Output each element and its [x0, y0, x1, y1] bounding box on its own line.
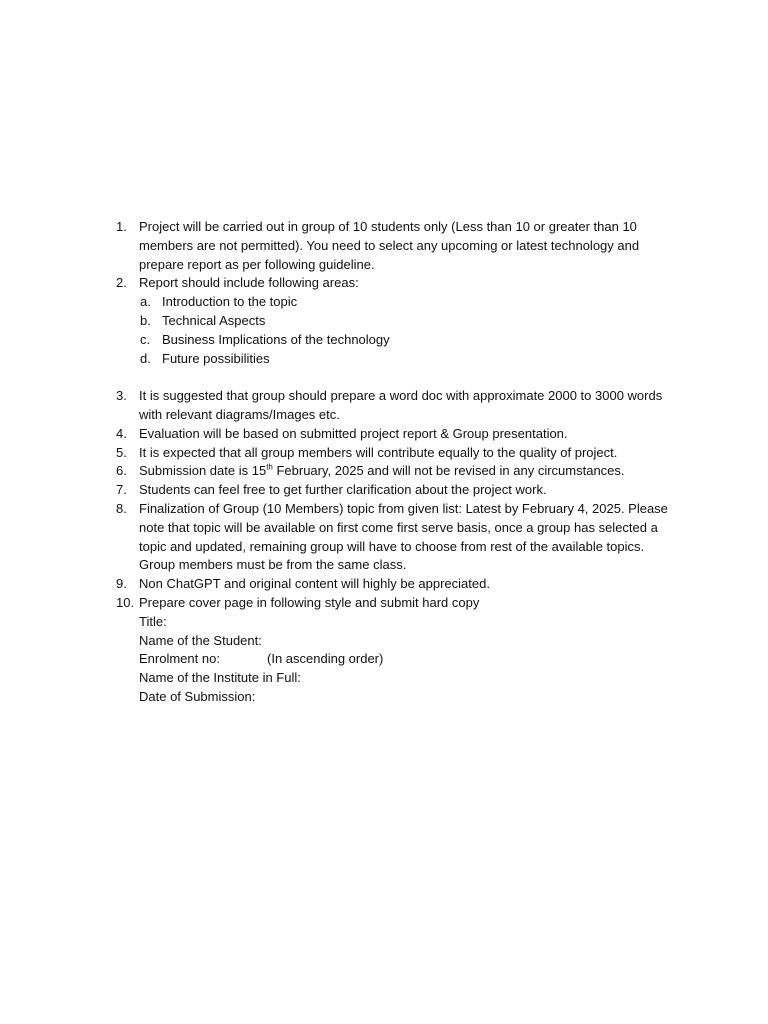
sublist-item-c	[116, 331, 676, 350]
instruction-list	[116, 218, 676, 707]
list-item-text: Prepare cover page in following style and submit hard copy	[139, 594, 480, 610]
sublist-letter: a.	[140, 294, 151, 310]
list-item-text: Report should include following areas:	[139, 275, 359, 291]
list-number: 2.	[116, 275, 127, 291]
list-item-text: Students can feel free to get further clarification about the project work.	[139, 482, 547, 498]
list-item-text	[139, 463, 625, 478]
submission-text-end: February, 2025 and will not be revised in any circumstances.	[272, 463, 625, 479]
sublist-item-d	[116, 350, 676, 369]
sublist-item-text: Introduction to the topic	[162, 294, 298, 310]
sublist-item-text: Future possibilities	[162, 350, 270, 366]
sublist-letter: b.	[140, 312, 151, 328]
sublist-letter: c.	[140, 331, 151, 347]
sublist-item-b	[116, 312, 676, 331]
list-item-8	[116, 500, 676, 575]
cover-institute-field: Name of the Institute in Full:	[139, 670, 301, 686]
list-number: 8.	[116, 500, 127, 516]
sublist-letter: d.	[140, 350, 151, 366]
list-number: 1.	[116, 219, 127, 234]
sublist-item-text: Technical Aspects	[162, 312, 266, 328]
list-number: 10.	[116, 594, 135, 610]
list-number: 9.	[116, 576, 127, 592]
list-item-text: It is expected that all group members will contribute equally to the quality of project.	[139, 444, 618, 460]
list-number: 4.	[116, 425, 127, 441]
list-number: 3.	[116, 388, 127, 404]
list-item-text: Evaluation will be based on submitted project report & Group presentation.	[139, 425, 568, 441]
list-item-text: It is suggested that group should prepare a word doc with approximate 2000 to 3000 words with relevant diagrams/Images etc.	[139, 388, 663, 422]
enrolment-note: (In ascending order)	[267, 651, 384, 667]
list-item-10	[116, 594, 676, 707]
sublist-item-a	[116, 293, 676, 312]
list-number: 6.	[116, 463, 127, 479]
cover-date-field: Date of Submission:	[139, 688, 256, 704]
list-item-4	[116, 425, 676, 444]
cover-title-field: Title:	[139, 613, 167, 629]
sublist-item-text: Business Implications of the technology	[162, 331, 390, 347]
ordinal-suffix: th	[266, 463, 273, 473]
list-item-9	[116, 575, 676, 594]
list-number: 5.	[116, 444, 127, 460]
list-item-3	[116, 387, 676, 425]
list-item-5	[116, 444, 676, 463]
submission-text-start: Submission date is 15	[139, 463, 267, 479]
list-item-6	[116, 462, 676, 481]
cover-enrolment-field	[139, 650, 676, 669]
list-item-text: Project will be carried out in group of 10 students only (Less than 10 or greater than 10 members are not permitted). You need to select any upcoming or latest technology and prepare report as per following guideline.	[139, 219, 640, 272]
list-item-1	[116, 218, 676, 274]
blank-line	[116, 368, 676, 387]
list-item-2	[116, 274, 676, 293]
list-item-text: Non ChatGPT and original content will highly be appreciated.	[139, 576, 490, 592]
cover-student-field: Name of the Student:	[139, 632, 262, 648]
list-item-7	[116, 481, 676, 500]
list-number: 7.	[116, 482, 127, 498]
enrolment-label: Enrolment no:	[139, 651, 220, 667]
list-item-text: Finalization of Group (10 Members) topic from given list: Latest by February 4, 2025. Please note that topic will be available on first come first serve basis, once a group has selected a topic and updated, remaining group will have to choose from rest of the available topics. Group members must be from the same class.	[139, 500, 668, 573]
